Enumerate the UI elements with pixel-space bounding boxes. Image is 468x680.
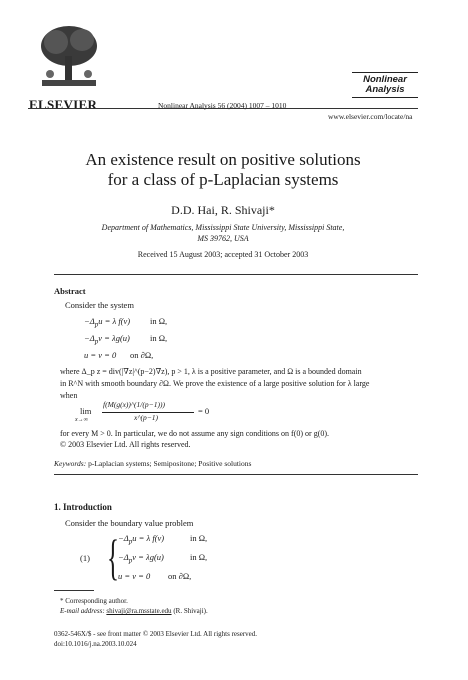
- header-rule: [28, 108, 418, 109]
- journal-logo: [352, 70, 418, 100]
- abstract-where-line3: when: [60, 391, 78, 400]
- intro-eq3: u = v = 0: [118, 571, 151, 581]
- affiliation-line1: Department of Mathematics, Mississippi State University, Mississippi State,: [101, 223, 345, 232]
- footnote-rule: [54, 590, 94, 591]
- eq-sub: p: [94, 337, 99, 346]
- intro-eq1: [118, 533, 164, 546]
- email-link[interactable]: shivaji@ra.msstate.edu: [106, 607, 172, 615]
- article-title: [28, 150, 418, 190]
- eq-lhs: −Δ: [84, 333, 95, 343]
- eq-sub: p: [128, 537, 133, 546]
- eq-rhs: u = λ f(v): [132, 533, 165, 543]
- abstract-where-line2: in R^N with smooth boundary ∂Ω. We prove the existence of a large positive solution for λ large: [60, 379, 370, 388]
- intro-eq1-domain: in Ω,: [190, 533, 208, 543]
- abstract-eq1: [84, 316, 130, 329]
- footer-doi: doi:10.1016/j.na.2003.10.024: [54, 640, 137, 648]
- abstract-copyright: © 2003 Elsevier Ltd. All rights reserved.: [60, 440, 191, 449]
- journal-citation: Nonlinear Analysis 56 (2004) 1007 – 1010: [158, 101, 287, 110]
- affiliation-line2: MS 39762, USA: [197, 233, 249, 243]
- equation-number: (1): [80, 553, 90, 563]
- keywords-text: p-Laplacian systems; Semipositone; Positive solutions: [88, 459, 252, 468]
- limit-numerator: f(M(g(x))^(1/(p−1))): [103, 400, 165, 409]
- eq-sub: p: [94, 320, 99, 329]
- abstract-where-line1: where Δ_p z = div(|∇z|^(p−2)∇z), p > 1, λ is a positive parameter, and Ω is a bounded domain: [60, 367, 362, 376]
- title-line2: for a class of p-Laplacian systems: [107, 170, 339, 189]
- journal-url-link[interactable]: www.elsevier.com/locate/na: [328, 112, 413, 121]
- received-dates: Received 15 August 2003; accepted 31 October 2003: [137, 250, 309, 259]
- journal-logo-line1: Nonlinear: [363, 74, 407, 85]
- abstract-top-rule: [54, 274, 418, 275]
- intro-eq2: [118, 552, 164, 565]
- footer-issn: 0362-546X/$ - see front matter © 2003 Elsevier Ltd. All rights reserved.: [54, 630, 258, 638]
- abstract-eq2: [84, 333, 130, 346]
- abstract-eq1-domain: in Ω,: [150, 316, 168, 326]
- keywords-label: Keywords:: [54, 459, 87, 468]
- abstract-eq2-domain: in Ω,: [150, 333, 168, 343]
- abstract-eq3: u = v = 0: [84, 350, 117, 360]
- email-suffix: (R. Shivaji).: [173, 607, 208, 615]
- limit-lim: lim: [80, 406, 92, 416]
- keywords: [54, 459, 251, 468]
- abstract-bottom-rule: [54, 474, 418, 475]
- title-line1: An existence result on positive solutions: [85, 150, 361, 169]
- eq-rhs: u = λ f(v): [98, 316, 131, 326]
- abstract-intro: Consider the system: [65, 300, 134, 310]
- intro-eq2-domain: in Ω,: [190, 552, 208, 562]
- eq-sub: p: [128, 556, 133, 565]
- system-brace: {: [107, 529, 119, 585]
- eq-rhs: v = λg(u): [98, 333, 130, 343]
- limit-subscript: x→∞: [75, 417, 88, 423]
- abstract-heading: Abstract: [54, 286, 86, 296]
- footnote-corresponding: * Corresponding author.: [60, 597, 128, 605]
- footnote-email: [60, 607, 208, 615]
- email-label: E-mail address:: [60, 607, 105, 615]
- abstract-after-line1: for every M > 0. In particular, we do not assume any sign conditions on f(0) or g(0).: [60, 429, 330, 438]
- journal-logo-line2: Analysis: [365, 84, 405, 95]
- limit-rhs: = 0: [198, 406, 210, 416]
- publisher-name: ELSEVIER: [29, 97, 98, 112]
- authors: D.D. Hai, R. Shivaji*: [171, 203, 275, 217]
- intro-heading: 1. Introduction: [54, 502, 112, 512]
- eq-lhs: −Δ: [118, 552, 129, 562]
- intro-text: Consider the boundary value problem: [65, 518, 194, 528]
- intro-eq3-domain: on ∂Ω,: [168, 571, 192, 581]
- elsevier-tree-logo-icon: [36, 22, 102, 94]
- limit-denominator: x^(p−1): [134, 413, 159, 422]
- affiliation: [60, 223, 386, 244]
- eq-lhs: −Δ: [118, 533, 129, 543]
- abstract-eq3-domain: on ∂Ω,: [130, 350, 154, 360]
- eq-rhs: v = λg(u): [132, 552, 164, 562]
- eq-lhs: −Δ: [84, 316, 95, 326]
